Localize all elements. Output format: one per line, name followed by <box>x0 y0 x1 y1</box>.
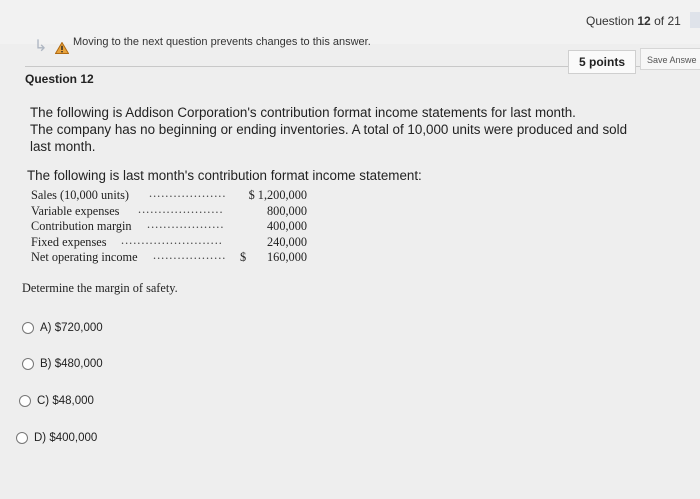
row-value: $ 1,200,000 <box>248 188 307 202</box>
dot-leader: ................... <box>147 217 225 232</box>
radio-icon[interactable] <box>22 358 34 370</box>
row-label: Net operating income <box>31 250 138 265</box>
prompt-line: The following is Addison Corporation's contribution format income statements for last month. <box>30 105 576 120</box>
question-counter-prefix: Question <box>586 14 635 28</box>
question-prompt <box>30 104 700 155</box>
income-statement <box>31 188 321 266</box>
option-label: B) $480,000 <box>40 358 103 370</box>
row-value: 400,000 <box>267 219 307 234</box>
dot-leader: .................. <box>153 248 227 263</box>
warning-icon <box>55 41 69 59</box>
return-arrow-icon: ↳ <box>34 38 48 55</box>
option-c[interactable] <box>19 395 94 407</box>
statement-row <box>31 250 321 266</box>
option-d[interactable] <box>16 432 97 444</box>
question-ask: Determine the margin of safety. <box>22 281 178 295</box>
row-label: Fixed expenses <box>31 234 107 249</box>
dot-leader: ......................... <box>121 232 223 247</box>
question-counter <box>586 14 681 28</box>
prompt-line: The company has no beginning or ending inventories. A total of 10,000 units were produced and sold <box>30 122 628 137</box>
row-label: Variable expenses <box>31 203 120 218</box>
radio-icon[interactable] <box>22 322 34 334</box>
row-value: 160,000 <box>267 250 307 265</box>
dot-leader: ..................... <box>138 201 224 216</box>
row-value: 800,000 <box>267 203 307 218</box>
question-counter-mid: of <box>654 14 665 28</box>
row-label: Contribution margin <box>31 219 132 234</box>
warning-text: Moving to the next question prevents changes to this answer. <box>73 36 371 48</box>
question-current: 12 <box>637 14 651 28</box>
option-b[interactable] <box>22 358 103 370</box>
row-label: Sales (10,000 units) <box>31 188 130 202</box>
prompt-line: last month. <box>30 139 96 154</box>
option-label: D) $400,000 <box>34 432 98 444</box>
question-total: 21 <box>667 14 681 28</box>
option-a[interactable] <box>22 322 103 334</box>
points-badge: 5 points <box>568 50 636 74</box>
radio-icon[interactable] <box>19 395 31 407</box>
option-label: A) $720,000 <box>40 322 103 334</box>
save-answer-button[interactable]: Save Answe <box>640 48 700 70</box>
statement-intro: The following is last month's contribution format income statement: <box>27 168 422 183</box>
option-label: C) $48,000 <box>37 395 94 407</box>
row-dollar: $ <box>240 250 247 265</box>
row-value: 240,000 <box>267 234 307 249</box>
dot-leader: ................... <box>149 186 227 200</box>
radio-icon[interactable] <box>16 432 28 444</box>
question-nav-button[interactable] <box>690 12 700 28</box>
question-title: Question 12 <box>25 72 94 86</box>
